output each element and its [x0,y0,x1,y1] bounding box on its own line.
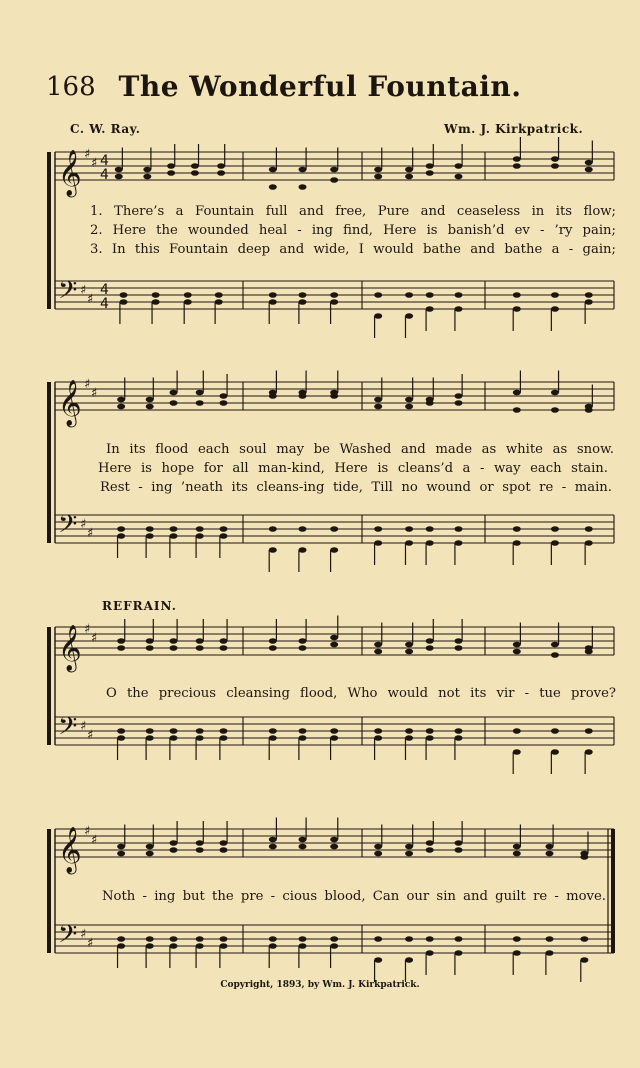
bass-chord-head [170,735,178,741]
bass-chord-head [299,728,307,734]
bass-chord-head [269,292,277,298]
treble-chord-head [299,184,307,190]
bass-chord-head [405,526,413,532]
treble-chord-head [269,645,277,651]
bass-chord-head [585,540,593,546]
treble-chord-head [170,390,178,396]
treble-chord-head [455,174,463,180]
bass-chord-head [551,728,559,734]
treble-chord-head [117,404,125,410]
bass-chord-head [219,735,227,741]
sharp-sign: ♯ [91,386,98,401]
treble-chord-head [170,840,178,846]
bass-chord-head [146,735,154,741]
bass-chord-head [117,533,125,539]
bass-chord-head [546,936,554,942]
sharp-sign: ♯ [91,156,98,171]
treble-chord-head [405,167,413,173]
lyric-line: In its flood each soul may be Washed and made as white as snow. [106,442,614,457]
treble-chord-head [117,645,125,651]
treble-chord-head [405,649,413,655]
treble-chord-head [217,170,225,176]
treble-chord-head [217,163,225,169]
bass-chord-head [170,936,178,942]
bass-chord-head [513,306,521,312]
bass-chord-head [219,936,227,942]
page-number: 168 [46,72,96,102]
treble-chord-head [117,397,125,403]
treble-chord-head [374,404,382,410]
bass-chord-head [170,526,178,532]
bass-chord-head [269,728,277,734]
bass-chord-head [513,950,521,956]
treble-chord-head [426,163,434,169]
treble-clef: 𝄞 [58,625,82,671]
bass-chord-head [405,728,413,734]
bass-chord-head [513,936,521,942]
bass-chord-head [585,749,593,755]
bass-chord-head [455,936,463,942]
bass-chord-head [330,735,338,741]
bass-chord-head [551,749,559,755]
bass-chord-head [219,533,227,539]
bass-chord-head [219,728,227,734]
treble-chord-head [585,167,593,173]
bass-chord-head [551,540,559,546]
time-signature-bottom: 4 [100,296,109,312]
bass-chord-head [146,728,154,734]
bass-chord-head [215,292,223,298]
bass-chord-head [455,540,463,546]
bass-chord-head [146,943,154,949]
bass-chord-head [426,540,434,546]
treble-chord-head [269,638,277,644]
treble-chord-head [143,174,151,180]
treble-chord-head [143,167,151,173]
system-bracket [47,382,51,543]
sharp-sign: ♯ [87,936,94,951]
bass-chord-head [513,749,521,755]
bass-chord-head [405,292,413,298]
treble-chord-head [513,642,521,648]
composer-credit: Wm. J. Kirkpatrick. [444,122,584,136]
bass-chord-head [426,292,434,298]
bass-chord-head [405,313,413,319]
bass-chord-head [299,936,307,942]
bass-chord-head [455,728,463,734]
lyric-line: 2. Here the wounded heal - ing find, Here is banish’d ev - ’ry pain; [90,223,616,238]
treble-chord-head [405,642,413,648]
treble-chord-head [170,847,178,853]
treble-chord-head [546,844,554,850]
bass-chord-head [152,292,160,298]
treble-chord-head [551,163,559,169]
treble-chord-head [299,393,307,399]
lyric-line: O the precious cleansing flood, Who would not its vir - tue prove? [106,686,616,701]
bass-chord-head [426,936,434,942]
bass-chord-head [426,526,434,532]
treble-chord-head [426,847,434,853]
bass-chord-head [374,957,382,963]
bass-chord-head [585,728,593,734]
treble-chord-head [426,645,434,651]
treble-chord-head [146,851,154,857]
treble-chord-head [513,156,521,162]
bass-chord-head [585,292,593,298]
treble-chord-head [196,847,204,853]
treble-chord-head [374,642,382,648]
treble-chord-head [330,837,338,843]
bass-chord-head [405,540,413,546]
treble-chord-head [196,840,204,846]
bass-chord-head [455,292,463,298]
bass-chord-head [426,735,434,741]
bass-chord-head [374,313,382,319]
bass-chord-head [117,936,125,942]
bass-chord-head [585,299,593,305]
hymn-title: The Wonderful Fountain. [118,70,522,103]
treble-chord-head [426,638,434,644]
copyright-notice: Copyright, 1893, by Wm. J. Kirkpatrick. [220,980,420,990]
bass-chord-head [580,957,588,963]
lyric-line: 1. There’s a Fountain full and free, Pure and ceaseless in its flow; [90,204,616,219]
time-signature-top: 4 [100,282,109,298]
bass-chord-head [269,936,277,942]
treble-chord-head [546,851,554,857]
treble-chord-head [374,167,382,173]
bass-chord-head [374,735,382,741]
treble-chord-head [167,163,175,169]
treble-chord-head [146,844,154,850]
treble-chord-head [405,174,413,180]
treble-chord-head [330,844,338,850]
bass-clef: 𝄢 [58,510,78,545]
treble-chord-head [219,638,227,644]
sharp-sign: ♯ [91,631,98,646]
treble-chord-head [551,156,559,162]
sharp-sign: ♯ [87,526,94,541]
treble-chord-head [219,645,227,651]
treble-chord-head [551,407,559,413]
bass-chord-head [585,526,593,532]
treble-chord-head [585,407,593,413]
lyric-line: 3. In this Fountain deep and wide, I would bathe and bathe a - gain; [90,242,616,257]
system-bracket [47,829,51,953]
bass-chord-head [299,547,307,553]
treble-chord-head [196,400,204,406]
treble-chord-head [455,840,463,846]
bass-chord-head [269,943,277,949]
bass-chord-head [405,957,413,963]
final-barline-thick [611,829,615,953]
treble-chord-head [455,163,463,169]
treble-chord-head [170,645,178,651]
bass-chord-head [117,526,125,532]
treble-chord-head [455,638,463,644]
bass-chord-head [146,533,154,539]
lyricist-credit: C. W. Ray. [70,122,141,136]
treble-chord-head [405,851,413,857]
treble-chord-head [196,638,204,644]
bass-chord-head [426,950,434,956]
treble-chord-head [117,638,125,644]
bass-chord-head [299,735,307,741]
treble-chord-head [146,404,154,410]
treble-clef: 𝄞 [58,827,82,873]
bass-chord-head [269,526,277,532]
bass-chord-head [426,306,434,312]
treble-chord-head [269,837,277,843]
treble-chord-head [455,645,463,651]
staff [55,152,614,180]
bass-chord-head [374,936,382,942]
bass-chord-head [330,943,338,949]
sharp-sign: ♯ [80,719,87,734]
bass-chord-head [551,292,559,298]
bass-chord-head [455,735,463,741]
treble-chord-head [219,840,227,846]
treble-chord-head [269,393,277,399]
bass-chord-head [269,547,277,553]
treble-chord-head [405,844,413,850]
bass-chord-head [405,735,413,741]
bass-chord-head [513,292,521,298]
bass-chord-head [184,299,192,305]
treble-chord-head [513,390,521,396]
bass-chord-head [120,292,128,298]
treble-chord-head [374,844,382,850]
bass-chord-head [299,299,307,305]
bass-chord-head [170,533,178,539]
treble-chord-head [426,400,434,406]
sharp-sign: ♯ [84,622,91,637]
treble-chord-head [426,170,434,176]
bass-chord-head [330,547,338,553]
bass-chord-head [299,943,307,949]
bass-clef: 𝄢 [58,712,78,747]
treble-chord-head [405,397,413,403]
treble-chord-head [269,167,277,173]
refrain-label: REFRAIN. [102,599,177,613]
sharp-sign: ♯ [91,833,98,848]
bass-chord-head [330,299,338,305]
bass-chord-head [196,526,204,532]
treble-chord-head [513,163,521,169]
bass-chord-head [215,299,223,305]
bass-chord-head [170,728,178,734]
sharp-sign: ♯ [84,377,91,392]
treble-chord-head [170,400,178,406]
treble-chord-head [299,645,307,651]
treble-chord-head [196,390,204,396]
treble-chord-head [146,638,154,644]
bass-chord-head [330,526,338,532]
treble-chord-head [115,167,123,173]
bass-chord-head [551,526,559,532]
bass-chord-head [546,950,554,956]
bass-chord-head [580,936,588,942]
time-signature-bottom: 4 [100,167,109,183]
bass-chord-head [146,936,154,942]
treble-chord-head [191,163,199,169]
treble-chord-head [513,844,521,850]
treble-chord-head [191,170,199,176]
bass-chord-head [269,735,277,741]
treble-chord-head [299,837,307,843]
treble-chord-head [330,635,338,641]
treble-chord-head [170,638,178,644]
treble-chord-head [146,397,154,403]
treble-chord-head [426,840,434,846]
bass-chord-head [120,299,128,305]
bass-chord-head [269,299,277,305]
bass-chord-head [330,936,338,942]
bass-chord-head [219,526,227,532]
bass-chord-head [513,526,521,532]
bass-chord-head [196,735,204,741]
lyric-line: Here is hope for all man-kind, Here is cleans’d a - way each stain. [98,461,608,476]
treble-chord-head [551,642,559,648]
treble-chord-head [513,407,521,413]
system-bracket [47,627,51,745]
sharp-sign: ♯ [87,728,94,743]
bass-chord-head [455,526,463,532]
bass-chord-head [513,540,521,546]
bass-chord-head [374,292,382,298]
treble-chord-head [219,847,227,853]
bass-chord-head [152,299,160,305]
treble-chord-head [117,844,125,850]
bass-chord-head [374,526,382,532]
treble-chord-head [330,642,338,648]
treble-chord-head [585,160,593,166]
treble-chord-head [374,397,382,403]
bass-chord-head [117,735,125,741]
treble-chord-head [299,167,307,173]
treble-chord-head [219,393,227,399]
sharp-sign: ♯ [84,824,91,839]
treble-chord-head [551,652,559,658]
bass-chord-head [184,292,192,298]
treble-chord-head [146,645,154,651]
bass-chord-head [455,950,463,956]
bass-chord-head [196,533,204,539]
bass-chord-head [330,728,338,734]
treble-chord-head [580,854,588,860]
sharp-sign: ♯ [80,927,87,942]
bass-chord-head [405,936,413,942]
time-signature-top: 4 [100,153,109,169]
bass-chord-head [196,943,204,949]
lyric-line: Noth - ing but the pre - cious blood, Can our sin and guilt re - move. [102,889,606,904]
bass-chord-head [455,306,463,312]
treble-chord-head [374,851,382,857]
bass-chord-head [170,943,178,949]
treble-chord-head [513,649,521,655]
system-bracket [47,152,51,309]
treble-chord-head [374,649,382,655]
treble-chord-head [299,638,307,644]
bass-chord-head [374,728,382,734]
treble-chord-head [117,851,125,857]
treble-chord-head [115,174,123,180]
sharp-sign: ♯ [87,292,94,307]
bass-chord-head [426,728,434,734]
sharp-sign: ♯ [84,147,91,162]
treble-chord-head [374,174,382,180]
treble-chord-head [330,393,338,399]
treble-clef: 𝄞 [58,150,82,196]
bass-chord-head [330,292,338,298]
treble-chord-head [513,851,521,857]
treble-chord-head [219,400,227,406]
treble-chord-head [455,393,463,399]
sharp-sign: ♯ [80,283,87,298]
bass-chord-head [299,526,307,532]
bass-chord-head [117,728,125,734]
bass-chord-head [513,728,521,734]
treble-chord-head [330,167,338,173]
sharp-sign: ♯ [80,517,87,532]
bass-chord-head [551,306,559,312]
bass-chord-head [299,292,307,298]
treble-chord-head [455,400,463,406]
bass-chord-head [117,943,125,949]
treble-chord-head [196,645,204,651]
treble-chord-head [551,390,559,396]
treble-clef: 𝄞 [58,380,82,426]
bass-clef: 𝄢 [58,920,78,955]
bass-chord-head [196,936,204,942]
staff [55,627,614,655]
treble-chord-head [455,847,463,853]
bass-clef: 𝄢 [58,276,78,311]
treble-chord-head [299,844,307,850]
bass-chord-head [196,728,204,734]
treble-chord-head [269,844,277,850]
lyric-line: Rest - ing ’neath its cleans-ing tide, Till no wound or spot re - main. [100,480,612,495]
treble-chord-head [269,184,277,190]
staff [55,829,614,857]
bass-chord-head [374,540,382,546]
treble-chord-head [405,404,413,410]
bass-chord-head [219,943,227,949]
treble-chord-head [585,649,593,655]
bass-chord-head [146,526,154,532]
treble-chord-head [330,177,338,183]
treble-chord-head [167,170,175,176]
